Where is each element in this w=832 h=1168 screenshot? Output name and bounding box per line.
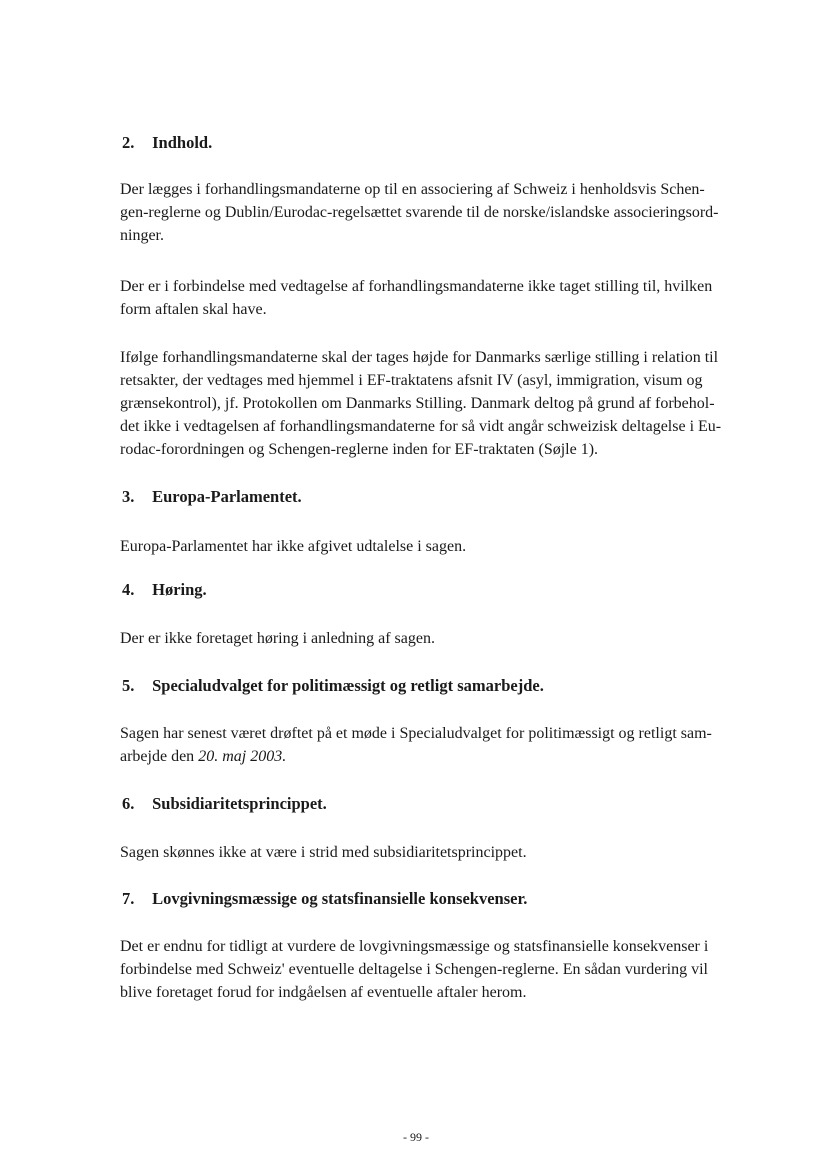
section-heading-2 [122, 133, 212, 153]
text-line: form aftalen skal have. [120, 301, 267, 318]
paragraph-4-1 [120, 627, 750, 650]
section-heading-6 [122, 794, 327, 814]
paragraph-2-2 [120, 275, 750, 321]
section-number: 4. [122, 580, 135, 599]
text-line: Ifølge forhandlingsmandaterne skal der tages højde for Danmarks særlige stilling i relation til [120, 349, 719, 366]
page-number: - 99 - [403, 1130, 429, 1144]
section-number: 6. [122, 794, 135, 813]
date-suffix: . [282, 748, 287, 765]
paragraph-2-3 [120, 346, 750, 461]
paragraph-2-1 [120, 178, 750, 247]
paragraph-3-1 [120, 535, 750, 558]
section-title: Subsidiaritetsprincippet. [152, 794, 327, 813]
text-line: Der lægges i forhandlingsmandaterne op til en associering af Schweiz i henholdsvis Schen- [120, 181, 705, 198]
section-heading-5 [122, 676, 544, 696]
text-line: Europa-Parlamentet har ikke afgivet udtalelse i sagen. [120, 538, 467, 555]
section-title: Høring. [152, 580, 207, 599]
section-number: 2. [122, 133, 135, 152]
paragraph-6-1 [120, 841, 750, 864]
section-heading-7 [122, 889, 527, 909]
paragraph-7-1 [120, 935, 750, 1004]
section-heading-4 [122, 580, 207, 600]
section-heading-3 [122, 487, 302, 507]
text-line [120, 745, 750, 768]
text-line: Det er endnu for tidligt at vurdere de lovgivningsmæssige og statsfinansielle konsekvenser i [120, 938, 709, 955]
meeting-date: 20. maj 2003 [198, 748, 283, 765]
section-number: 5. [122, 676, 135, 695]
text-line: retsakter, der vedtages med hjemmel i EF-traktatens afsnit IV (asyl, immigration, visum og [120, 372, 703, 389]
text-line: Sagen skønnes ikke at være i strid med subsidiaritetsprincippet. [120, 844, 527, 861]
text-line: Der er ikke foretaget høring i anledning af sagen. [120, 630, 435, 647]
text-line: rodac-forordningen og Schengen-reglerne inden for EF-traktaten (Søjle 1). [120, 441, 599, 458]
text-line: det ikke i vedtagelsen af forhandlingsmandaterne for så vidt angår schweizisk deltagelse i Eu- [120, 418, 722, 435]
section-title: Lovgivningsmæssige og statsfinansielle konsekvenser. [152, 889, 528, 908]
text-line: ninger. [120, 227, 164, 244]
text-fragment: arbejde den [120, 748, 199, 765]
text-line: forbindelse med Schweiz' eventuelle deltagelse i Schengen-reglerne. En sådan vurdering vil [120, 961, 708, 978]
text-line: Der er i forbindelse med vedtagelse af forhandlingsmandaterne ikke taget stilling til, hvilken [120, 278, 713, 295]
text-line: gen-reglerne og Dublin/Eurodac-regelsættet svarende til de norske/islandske associeringsord- [120, 204, 719, 221]
text-line: grænsekontrol), jf. Protokollen om Danmarks Stilling. Danmark deltog på grund af forbehol- [120, 395, 715, 412]
text-line: Sagen har senest været drøftet på et møde i Specialudvalget for politimæssigt og retligt sam- [120, 725, 712, 742]
section-number: 7. [122, 889, 135, 908]
section-title: Indhold. [152, 133, 213, 152]
section-title: Europa-Parlamentet. [152, 487, 302, 506]
paragraph-5-1 [120, 722, 750, 768]
section-title: Specialudvalget for politimæssigt og retligt samarbejde. [152, 676, 544, 695]
section-number: 3. [122, 487, 135, 506]
text-line: blive foretaget forud for indgåelsen af eventuelle aftaler herom. [120, 984, 527, 1001]
